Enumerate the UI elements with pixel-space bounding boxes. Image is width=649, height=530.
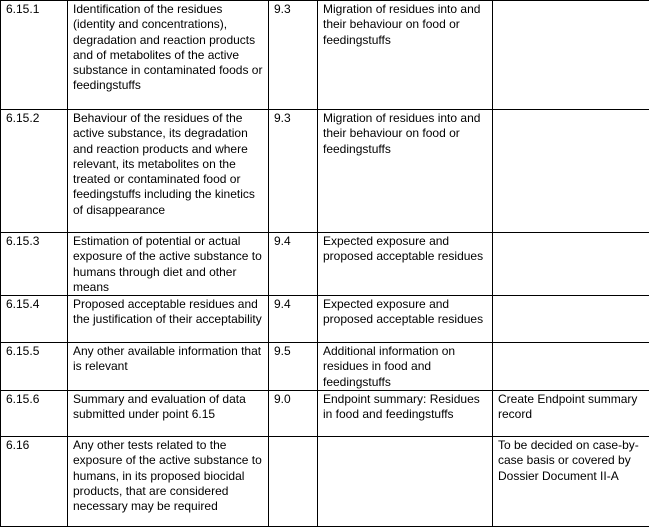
section-title-cell: Migration of residues into and their behaviour on food or feedingstuffs: [318, 110, 493, 233]
requirement-cell: Identification of the residues (identity and concentrations), degradation and reaction products and of metabolites of the active substance in contaminated foods or feedingstuffs: [68, 1, 269, 110]
point-number-cell: 6.15.2: [1, 110, 68, 233]
table-row: [1, 1, 649, 110]
note-cell: [493, 233, 649, 296]
table-row: [1, 110, 649, 233]
requirement-cell: Estimation of potential or actual exposure of the active substance to humans through diet and other means: [68, 233, 269, 296]
point-number-cell: 6.15.3: [1, 233, 68, 296]
section-number-cell: 9.5: [269, 343, 318, 391]
table-row: [1, 233, 649, 296]
section-number-cell: 9.4: [269, 296, 318, 343]
section-number-cell: 9.4: [269, 233, 318, 296]
section-title-cell: Migration of residues into and their behaviour on food or feedingstuffs: [318, 1, 493, 110]
note-cell: [493, 110, 649, 233]
table-row: [1, 437, 649, 527]
section-number-cell: 9.3: [269, 1, 318, 110]
table-row: [1, 391, 649, 437]
section-title-cell: Expected exposure and proposed acceptable residues: [318, 233, 493, 296]
section-title-cell: Expected exposure and proposed acceptable residues: [318, 296, 493, 343]
requirement-cell: Summary and evaluation of data submitted under point 6.15: [68, 391, 269, 437]
point-number-cell: 6.15.6: [1, 391, 68, 437]
requirement-cell: Any other tests related to the exposure of the active substance to humans, in its proposed biocidal products, that are considered necessary may be required: [68, 437, 269, 527]
table-row: [1, 343, 649, 391]
point-number-cell: 6.15.1: [1, 1, 68, 110]
requirement-cell: Behaviour of the residues of the active substance, its degradation and reaction products and where relevant, its metabolites on the treated or contaminated food or feedingstuffs including the kinetics of disappearance: [68, 110, 269, 233]
point-number-cell: 6.15.4: [1, 296, 68, 343]
section-number-cell: 9.0: [269, 391, 318, 437]
requirement-cell: Proposed acceptable residues and the justification of their acceptability: [68, 296, 269, 343]
note-cell: Create Endpoint summary record: [493, 391, 649, 437]
note-cell: [493, 1, 649, 110]
point-number-cell: 6.16: [1, 437, 68, 527]
requirement-cell: Any other available information that is relevant: [68, 343, 269, 391]
note-cell: [493, 296, 649, 343]
section-number-cell: 9.3: [269, 110, 318, 233]
section-title-cell: Additional information on residues in food and feedingstuffs: [318, 343, 493, 391]
note-cell: [493, 343, 649, 391]
section-title-cell: [318, 437, 493, 527]
section-number-cell: [269, 437, 318, 527]
note-cell: To be decided on case-by-case basis or covered by Dossier Document II-A: [493, 437, 649, 527]
section-title-cell: Endpoint summary: Residues in food and feedingstuffs: [318, 391, 493, 437]
table-row: [1, 296, 649, 343]
point-number-cell: 6.15.5: [1, 343, 68, 391]
